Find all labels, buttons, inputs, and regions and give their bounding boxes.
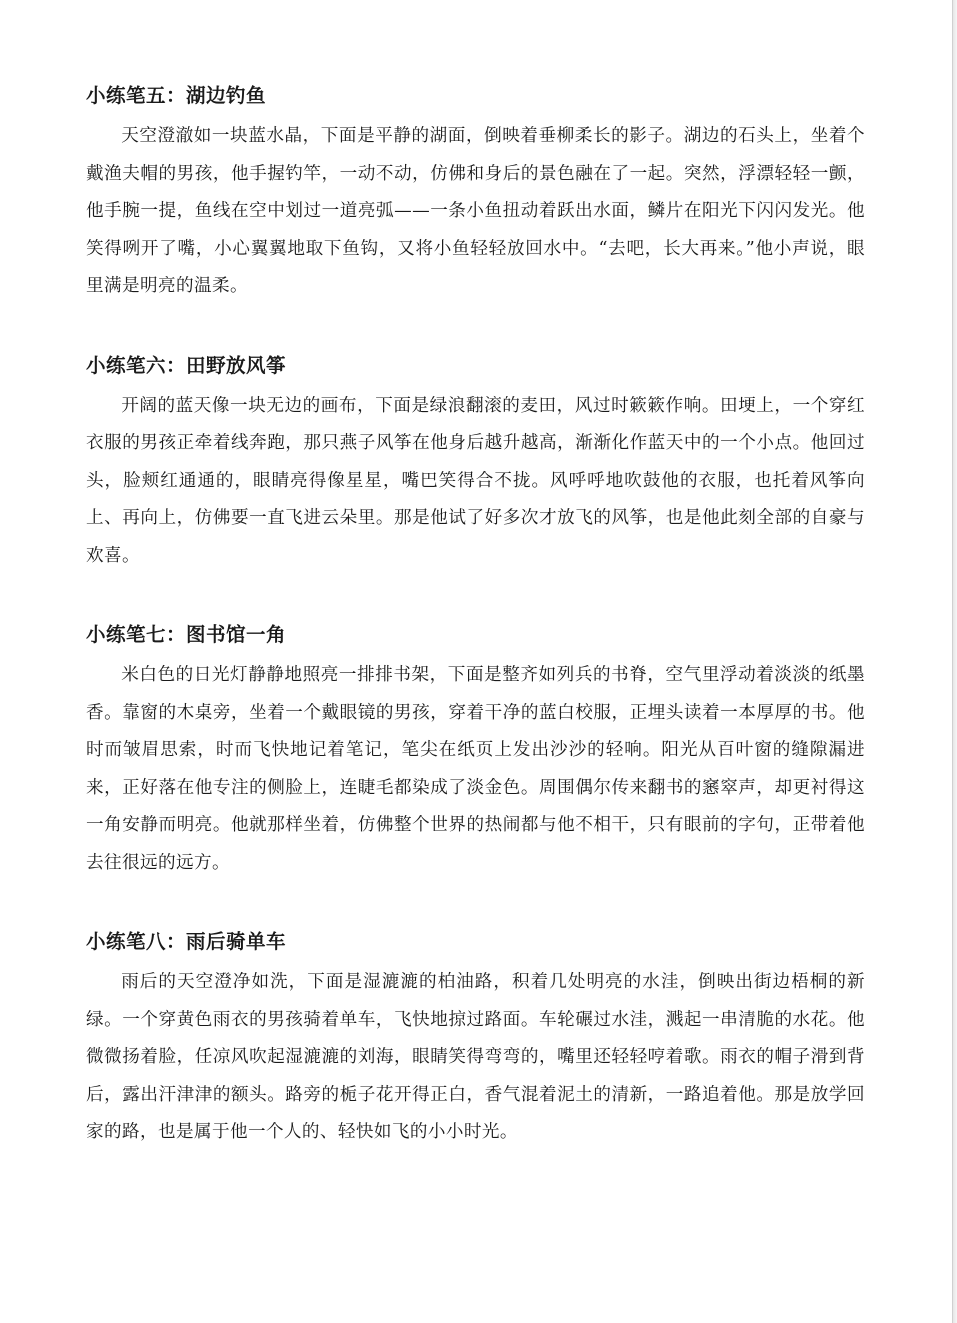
document-content [86,80,865,1196]
section-title: 小练笔七：图书馆一角 [86,623,287,646]
section-paragraph: 米白色的日光灯静静地照亮一排排书架，下面是整齐如列兵的书脊，空气里浮动着淡淡的纸墨香。靠窗的木桌旁，坐着一个戴眼镜的男孩，穿着干净的蓝白校服，正埋头读着一本厚厚的书。他时而皱眉思索，时而飞快地记着笔记，笔尖在纸页上发出沙沙的轻响。阳光从百叶窗的缝隙漏进来，正好落在他专注的侧脸上，连睫毛都染成了淡金色。周围偶尔传来翻书的窸窣声，却更衬得这一角安静而明亮。他就那样坐着，仿佛整个世界的热闹都与他不相干，只有眼前的字句，正带着他去往很远的远方。 [86,665,865,873]
page-edge[interactable] [952,0,953,1323]
section-title: 小练笔五：湖边钓鱼 [86,84,267,107]
section-title: 小练笔八：雨后骑单车 [86,930,287,953]
section-5 [86,80,865,306]
section-paragraph: 雨后的天空澄净如洗，下面是湿漉漉的柏油路，积着几处明亮的水洼，倒映出街边梧桐的新绿。一个穿黄色雨衣的男孩骑着单车，飞快地掠过路面。车轮碾过水洼，溅起一串清脆的水花。他微微扬着脸，任凉风吹起湿漉漉的刘海，眼睛笑得弯弯的，嘴里还轻轻哼着歌。雨衣的帽子滑到背后，露出汗津津的额头。路旁的栀子花开得正白，香气混着泥土的清新，一路追着他。那是放学回家的路，也是属于他一个人的、轻快如飞的小小时光。 [86,972,865,1142]
section-paragraph: 开阔的蓝天像一块无边的画布，下面是绿浪翻滚的麦田，风过时簌簌作响。田埂上，一个穿红衣服的男孩正牵着线奔跑，那只燕子风筝在他身后越升越高，渐渐化作蓝天中的一个小点。他回过头，脸颊红通通的，眼睛亮得像星星，嘴巴笑得合不拢。风呼呼地吹鼓他的衣服，也托着风筝向上、再向上，仿佛要一直飞进云朵里。那是他试了好多次才放飞的风筝，也是他此刻全部的自豪与欢喜。 [86,395,865,566]
section-title: 小练笔六：田野放风筝 [86,353,287,377]
section-paragraph: 天空澄澈如一块蓝水晶，下面是平静的湖面，倒映着垂柳柔长的影子。湖边的石头上，坐着个戴渔夫帽的男孩，他手握钓竿，一动不动，仿佛和身后的景色融在了一起。突然，浮漂轻轻一颤，他手腕一提，鱼线在空中划过一道亮弧——一条小鱼扭动着跃出水面，鳞片在阳光下闪闪发光。他笑得咧开了嘴，小心翼翼地取下鱼钩，又将小鱼轻轻放回水中。“去吧，长大再来。”他小声说，眼里满是明亮的温柔。 [86,126,865,296]
page-edge-shadow [953,0,957,1323]
section-7 [86,619,865,882]
section-8 [86,926,865,1152]
section-6 [86,350,865,576]
